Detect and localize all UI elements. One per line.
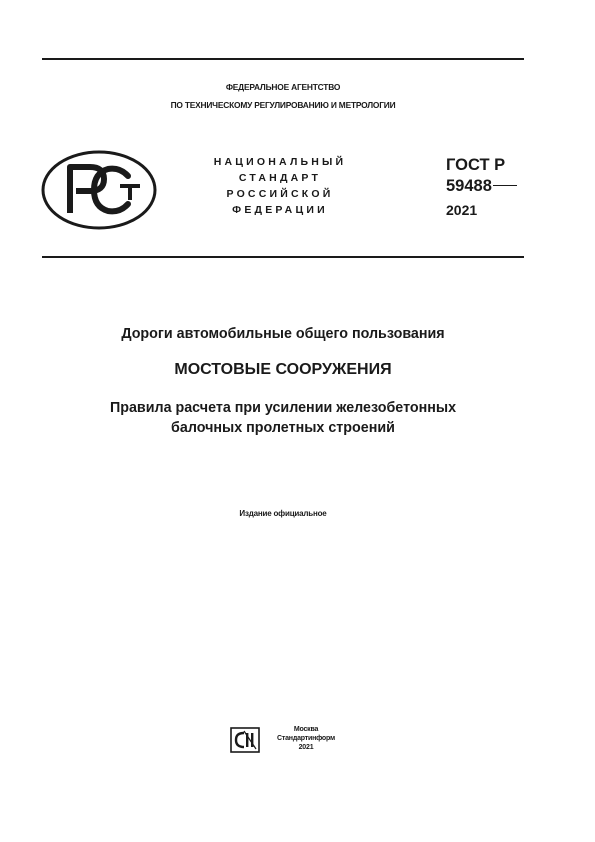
top-rule	[42, 58, 524, 60]
edition-label: Издание официальное	[239, 509, 327, 518]
document-title-line2: МОСТОВЫЕ СООРУЖЕНИЯ	[174, 361, 392, 378]
middle-rule	[42, 256, 524, 258]
publisher-name: Стандартинформ	[277, 735, 335, 742]
standard-line: СТАНДАРТ	[238, 172, 322, 184]
document-title-line4: балочных пролетных строений	[171, 420, 395, 436]
gost-designation	[446, 155, 536, 221]
rst-gost-logo-icon	[40, 149, 158, 231]
gost-year: 2021	[446, 202, 478, 218]
standartinform-logo-icon	[230, 727, 260, 753]
gost-number-value: 59488	[446, 177, 492, 195]
publisher-city: Москва	[293, 726, 319, 733]
standard-line: НАЦИОНАЛЬНЫЙ	[213, 156, 347, 168]
standard-line: ФЕДЕРАЦИИ	[232, 204, 328, 216]
publisher-block	[262, 725, 350, 752]
document-title-line3: Правила расчета при усилении железобетонных	[109, 400, 457, 416]
agency-name-line2: ПО ТЕХНИЧЕСКОМУ РЕГУЛИРОВАНИЮ И МЕТРОЛОГИИ	[170, 100, 396, 110]
gost-number	[446, 175, 517, 197]
gost-dash	[493, 185, 517, 187]
document-title-line1: Дороги автомобильные общего пользования	[121, 326, 445, 342]
national-standard-label	[190, 154, 370, 218]
agency-name-line1: ФЕДЕРАЛЬНОЕ АГЕНТСТВО	[225, 82, 341, 92]
standard-line: РОССИЙСКОЙ	[226, 188, 334, 200]
gost-title: ГОСТ Р	[446, 156, 506, 174]
publisher-year: 2021	[298, 744, 314, 751]
